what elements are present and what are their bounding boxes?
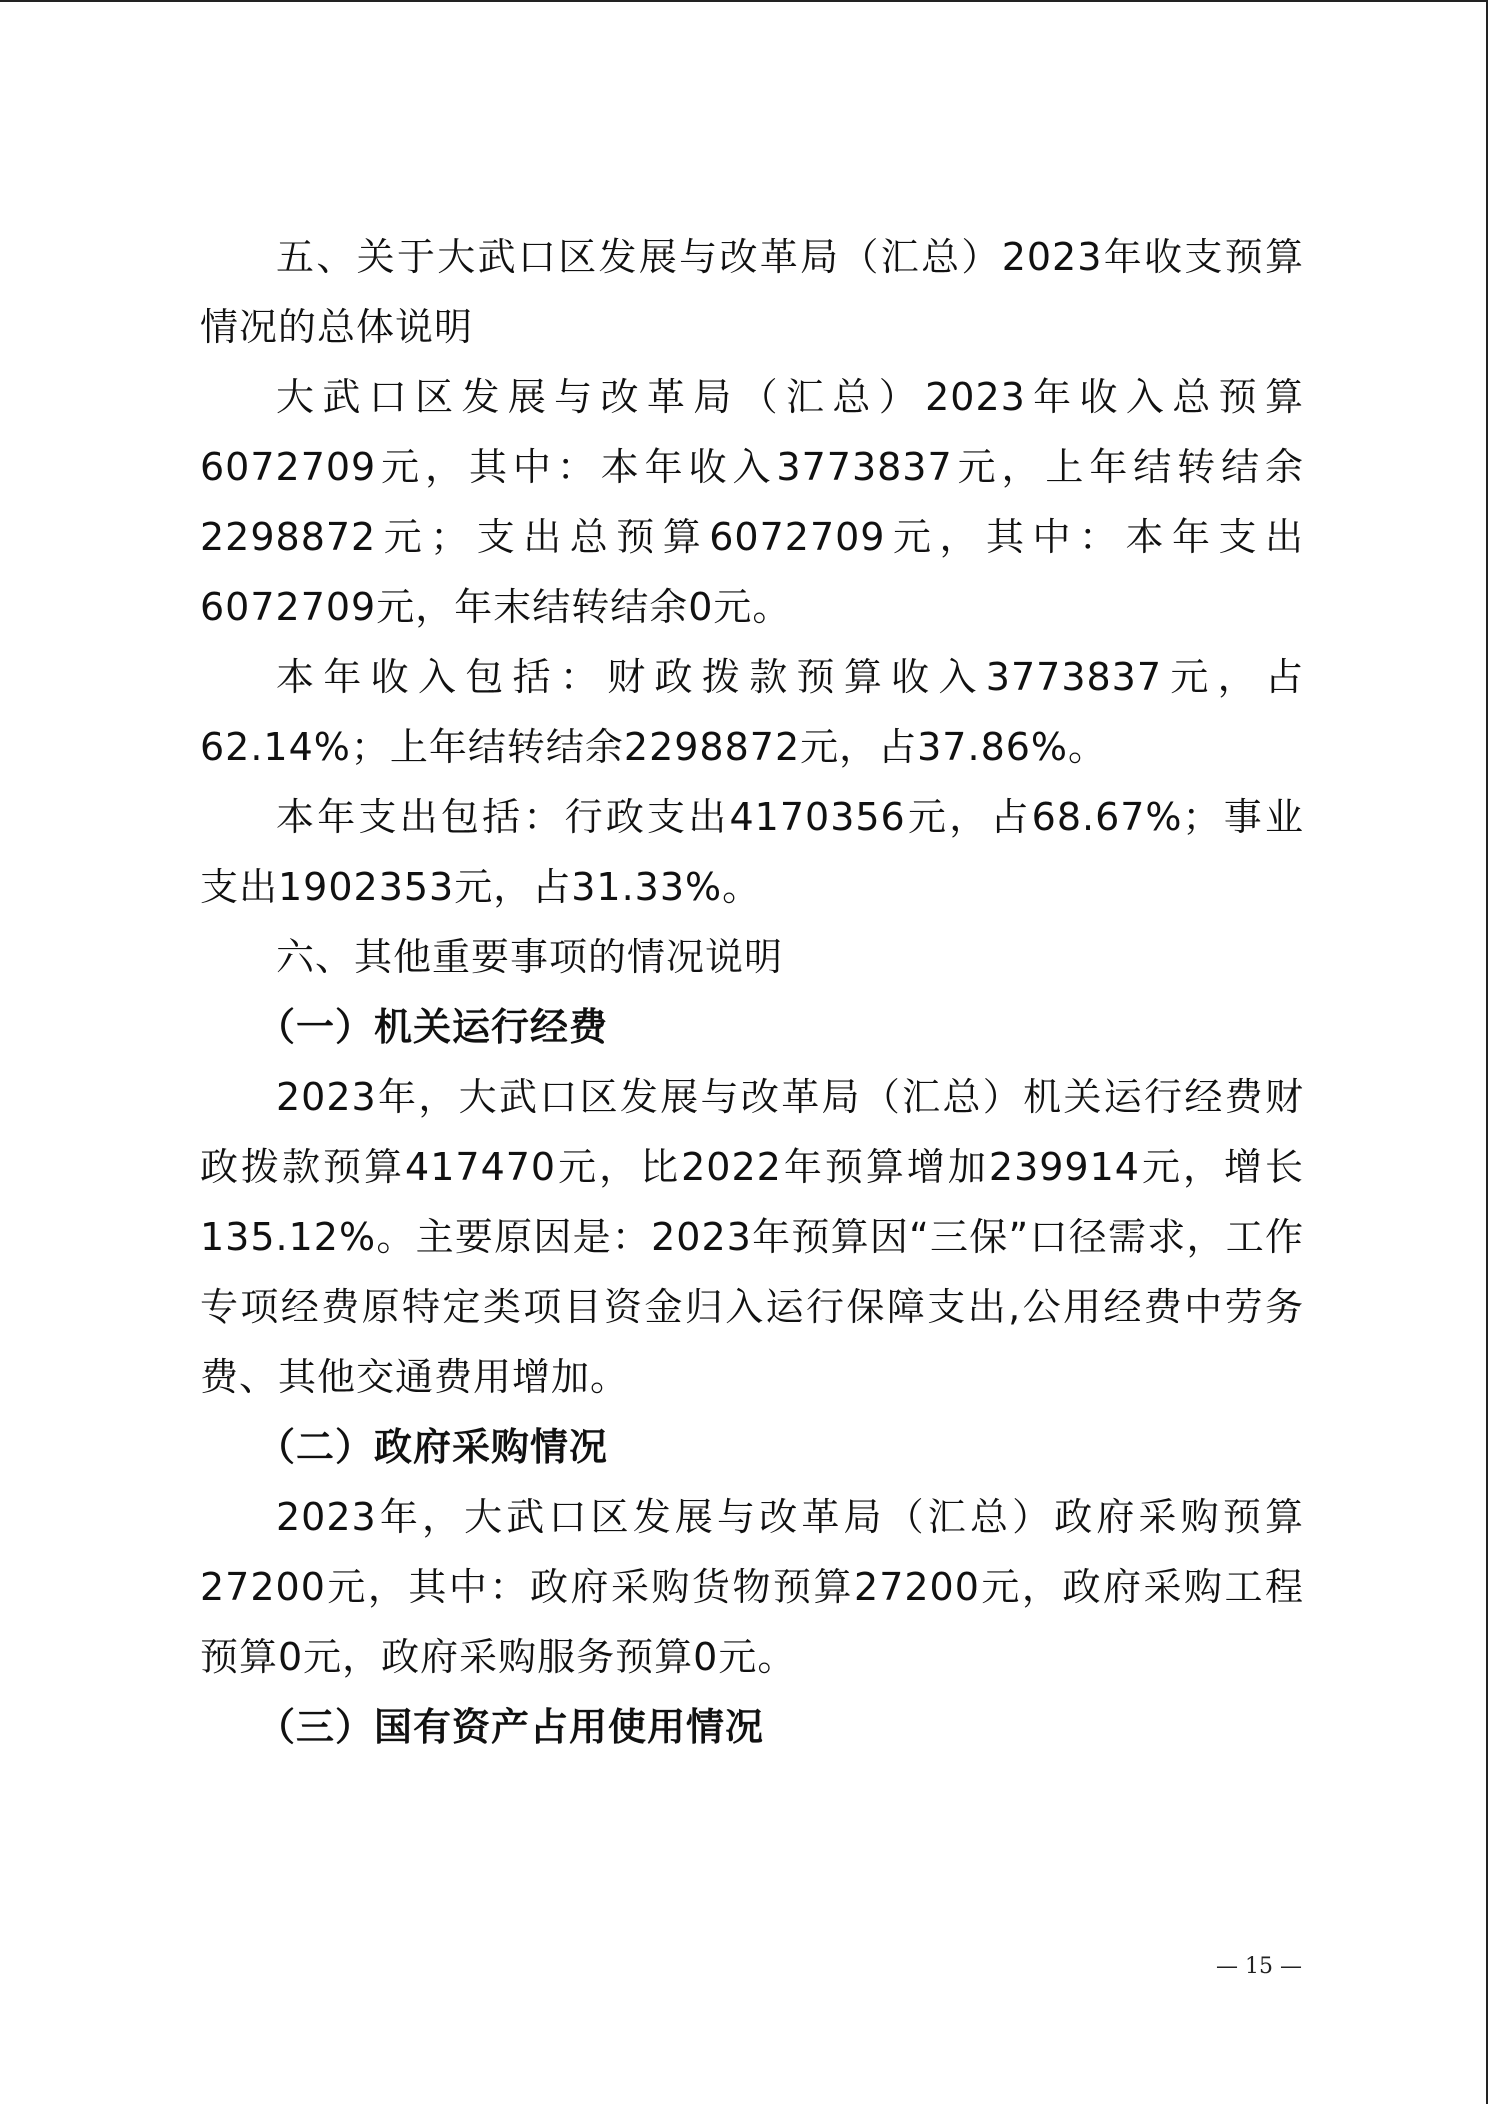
section6-heading: 六、其他重要事项的情况说明: [276, 935, 784, 979]
subsection3-heading: （三）国有资产占用使用情况: [257, 1705, 765, 1749]
subsection1-heading: （一）机关运行经费: [257, 1005, 609, 1049]
top-border: [0, 0, 1488, 2]
subsection2-paragraph: 2023年，大武口区发展与改革局（汇总）政府采购预算27200元，其中：政府采购货物预算27200元，政府采购工程预算0元，政府采购服务预算0元。: [200, 1495, 1304, 1679]
page-number: — 15 —: [1216, 1954, 1302, 1979]
document-body: [200, 222, 1304, 1762]
section5-heading: 五、关于大武口区发展与改革局（汇总）2023年收支预算情况的总体说明: [200, 235, 1304, 349]
section5-paragraph-budget-total: 大武口区发展与改革局（汇总）2023年收入总预算6072709元，其中：本年收入3773837元，上年结转结余2298872元；支出总预算6072709元，其中：本年支出6072709元，年末结转结余0元。: [200, 375, 1304, 629]
subsection2-heading: （二）政府采购情况: [257, 1425, 609, 1469]
section5-paragraph-income: 本年收入包括：财政拨款预算收入3773837元，占62.14%；上年结转结余2298872元，占37.86%。: [200, 655, 1304, 769]
section5-paragraph-expenditure: 本年支出包括：行政支出4170356元，占68.67%；事业支出1902353元，占31.33%。: [200, 795, 1304, 909]
subsection1-paragraph: 2023年，大武口区发展与改革局（汇总）机关运行经费财政拨款预算417470元，比2022年预算增加239914元，增长135.12%。主要原因是：2023年预算因“三保”口径需求，工作专项经费原特定类项目资金归入运行保障支出,公用经费中劳务费、其他交通费用增加。: [200, 1075, 1304, 1399]
